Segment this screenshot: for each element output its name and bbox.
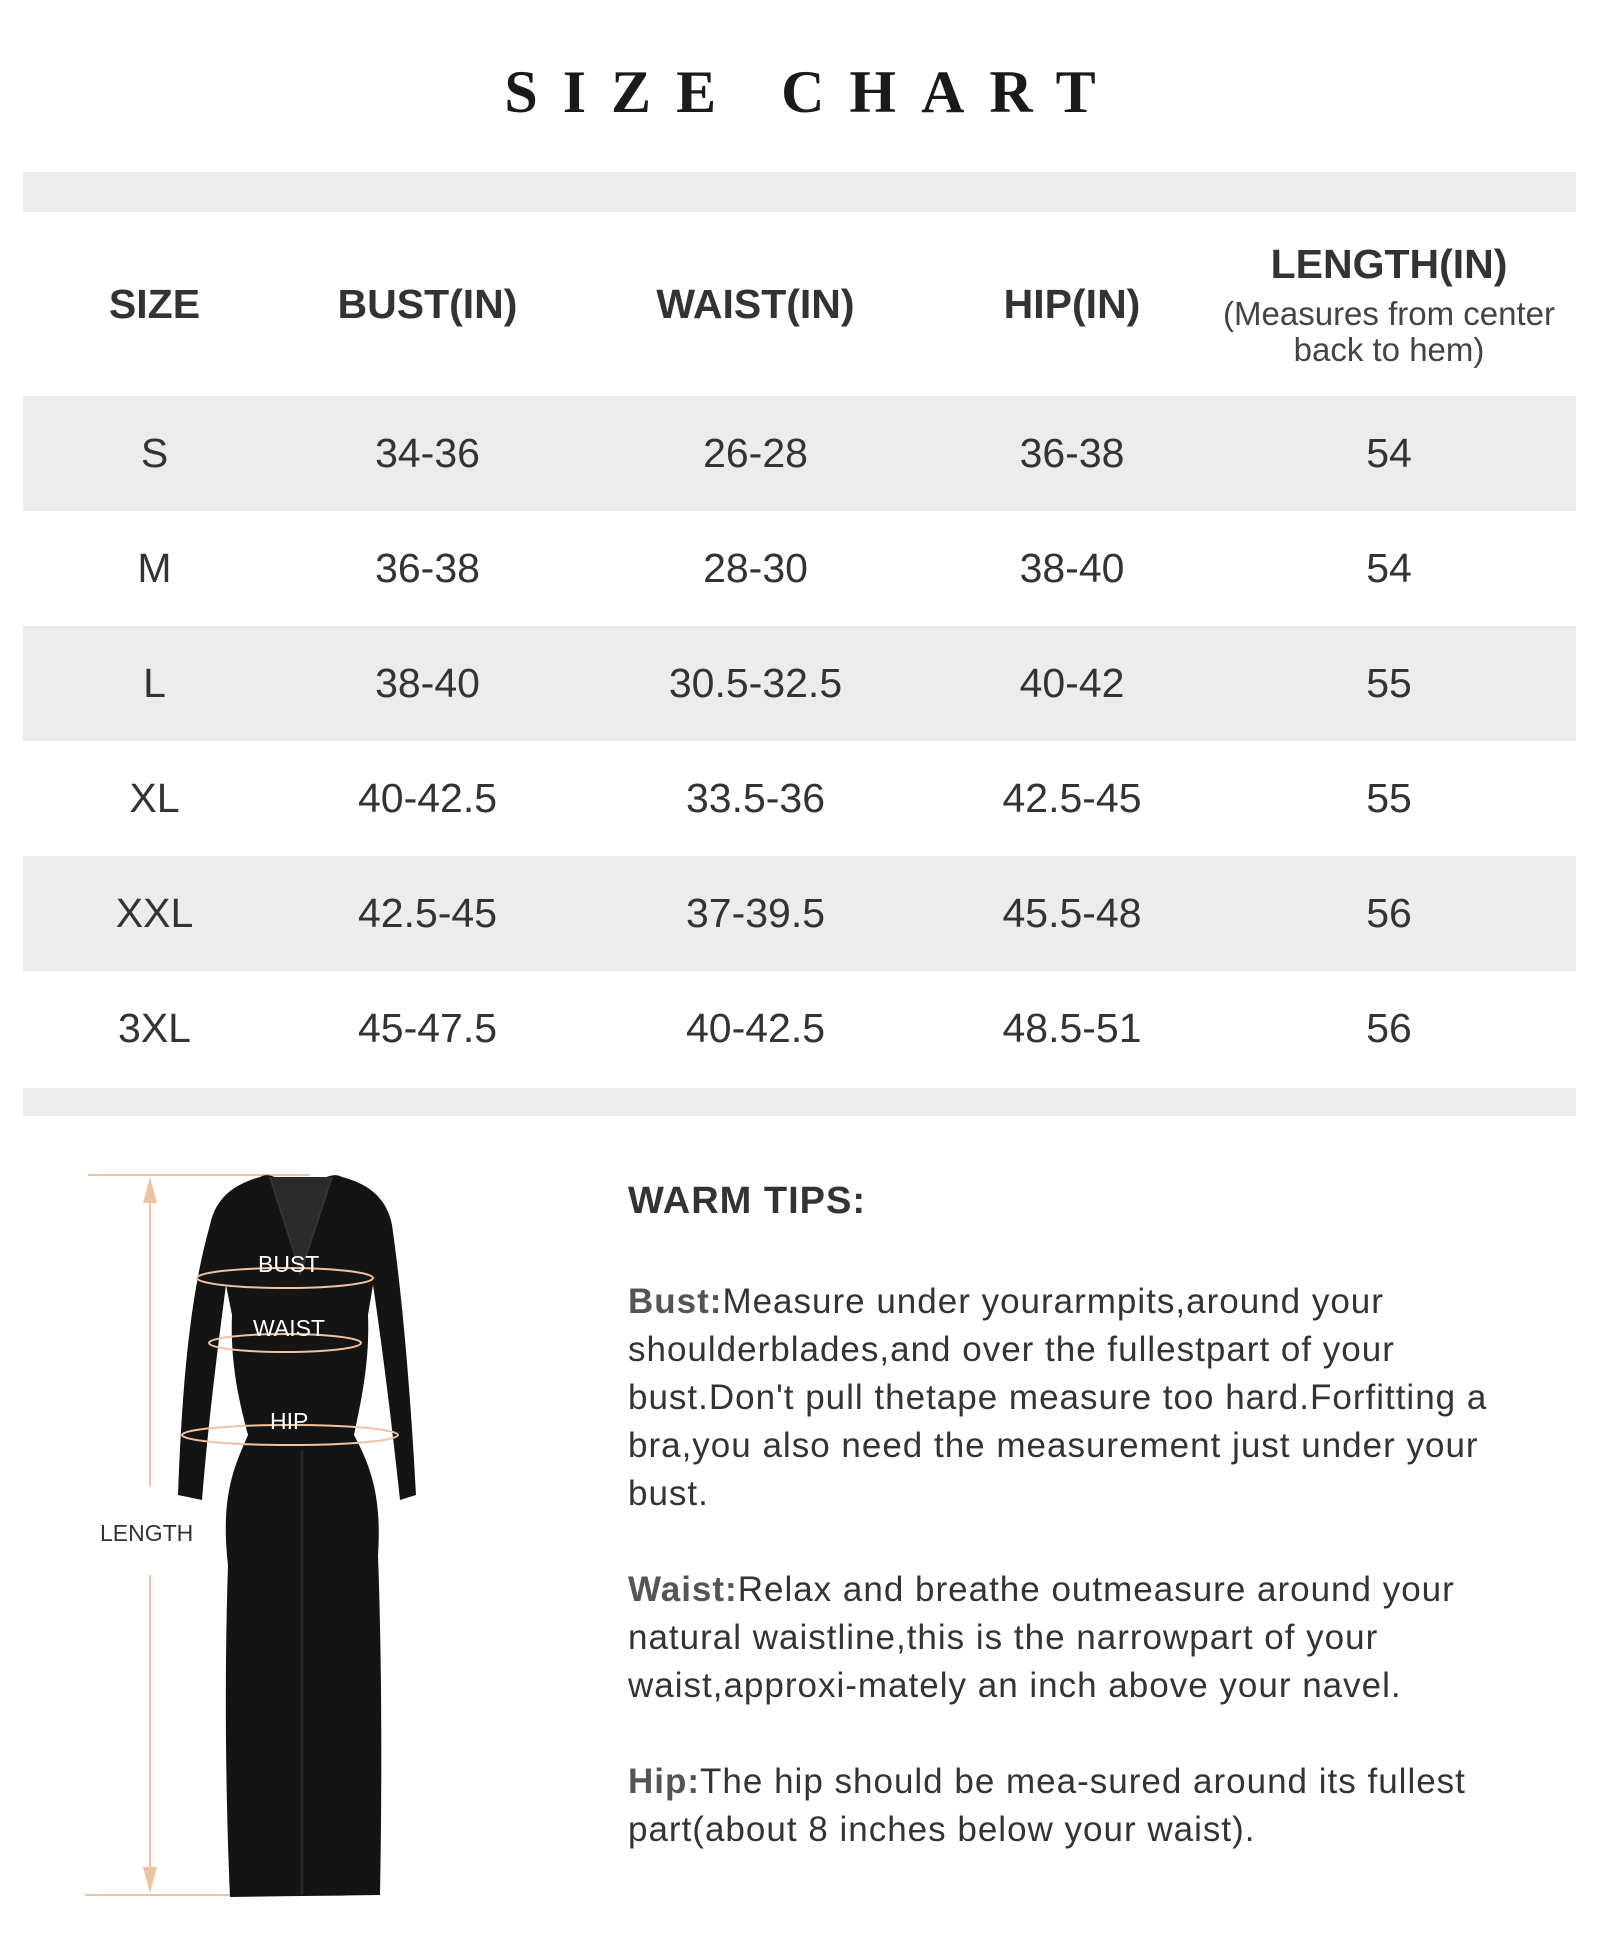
warm-tips [628, 1180, 1528, 1902]
cell-waist: 33.5-36 [685, 775, 826, 821]
cell-length: 56 [1366, 1005, 1412, 1051]
header-size: SIZE [108, 280, 201, 327]
cell-bust: 42.5-45 [286, 856, 569, 971]
cell-bust: 38-40 [286, 626, 569, 741]
cell-length: 54 [1202, 396, 1576, 511]
arrow-down-icon [143, 1867, 157, 1893]
header-waist: WAIST(IN) [656, 280, 855, 327]
cell-length: 55 [1202, 626, 1576, 741]
cell-bust: 36-38 [375, 545, 480, 591]
header-hip: HIP(IN) [1003, 280, 1141, 327]
cell-waist: 30.5-32.5 [569, 626, 942, 741]
cell-bust: 40-42.5 [357, 775, 498, 821]
measurement-figure [70, 1165, 530, 1905]
table-row [23, 626, 1576, 741]
table-bottom-band [23, 1088, 1576, 1116]
table-top-band [23, 172, 1576, 212]
tip-bust-label: Bust: [628, 1282, 723, 1321]
arrow-up-icon [143, 1177, 157, 1203]
tip-waist-label: Waist: [628, 1570, 738, 1609]
cell-waist: 28-30 [703, 545, 808, 591]
header-length [1202, 212, 1576, 396]
header-bust: BUST(IN) [337, 280, 518, 327]
waist-label: WAIST [253, 1315, 325, 1341]
hip-label: HIP [270, 1408, 309, 1434]
page-title: SIZE CHART [504, 59, 1121, 125]
tips-heading: WARM TIPS: [628, 1180, 866, 1222]
cell-size: 3XL [118, 1005, 191, 1051]
cell-bust: 34-36 [286, 396, 569, 511]
cell-length: 56 [1202, 856, 1576, 971]
tip-waist-text: Relax and breathe outmeasure around your natural waistline,this is the narrowpart of your waist,approxi-mately an inch above your navel. [628, 1570, 1455, 1705]
tip-hip-label: Hip: [628, 1762, 701, 1801]
cell-hip: 38-40 [1019, 545, 1125, 591]
tip-waist [628, 1566, 1528, 1710]
size-table [23, 212, 1576, 1086]
cell-length: 55 [1366, 775, 1412, 821]
tip-bust [628, 1278, 1528, 1518]
cell-size: L [23, 626, 286, 741]
cell-size: XL [129, 775, 180, 821]
header-length-note: (Measures from center back to hem) [1223, 294, 1555, 368]
cell-size: S [23, 396, 286, 511]
tip-bust-text: Measure under yourarmpits,around your shoulderblades,and over the fullestpart of your bust.Don't pull thetape measure too hard.Forfitting a bra,you also need the measurement just under your bust. [628, 1282, 1488, 1513]
cell-hip: 45.5-48 [942, 856, 1202, 971]
cell-size: XXL [23, 856, 286, 971]
bust-label: BUST [258, 1251, 320, 1277]
cell-hip: 42.5-45 [1002, 775, 1142, 821]
cell-length: 54 [1366, 545, 1412, 591]
length-label: LENGTH [100, 1520, 194, 1546]
table-row [23, 856, 1576, 971]
table-row [23, 741, 1576, 856]
tip-hip-text: The hip should be mea-sured around its fullest part(about 8 inches below your waist). [628, 1762, 1466, 1849]
cell-waist: 37-39.5 [569, 856, 942, 971]
cell-hip: 40-42 [942, 626, 1202, 741]
table-header-row [23, 212, 1576, 396]
table-row [23, 396, 1576, 511]
cell-waist: 26-28 [569, 396, 942, 511]
cell-hip: 36-38 [942, 396, 1202, 511]
cell-waist: 40-42.5 [685, 1005, 826, 1051]
table-row [23, 971, 1576, 1086]
tip-hip [628, 1758, 1528, 1854]
cell-bust: 45-47.5 [357, 1005, 498, 1051]
header-length-label: LENGTH(IN) [1270, 240, 1508, 287]
cell-hip: 48.5-51 [1002, 1005, 1142, 1051]
cell-size: M [137, 545, 172, 591]
table-row [23, 511, 1576, 626]
